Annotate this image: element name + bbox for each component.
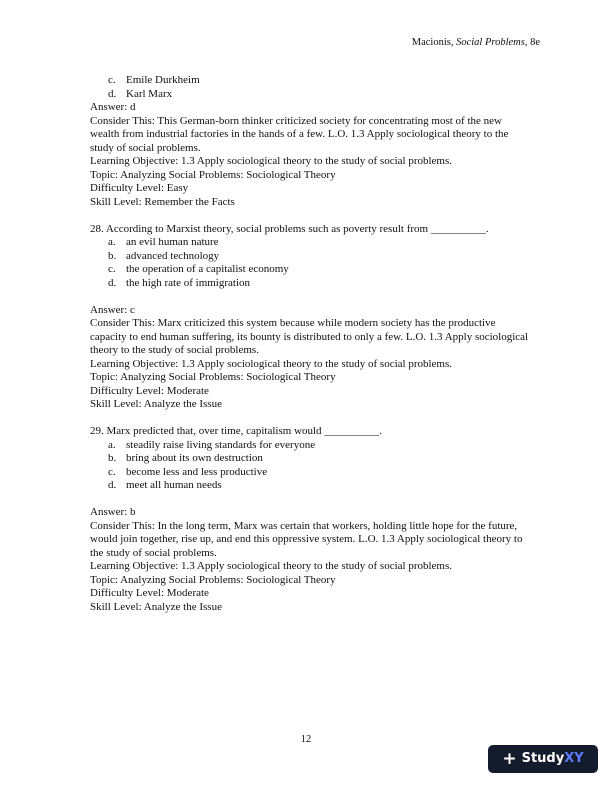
topic-line: Topic: Analyzing Social Problems: Sociological Theory (90, 573, 336, 586)
option-text: meet all human needs (126, 479, 222, 491)
option-letter: a. (108, 438, 116, 451)
spacer (90, 290, 530, 304)
option-letter: b. (108, 452, 117, 464)
option-text: become less and less productive (126, 465, 268, 478)
option-letter: c. (108, 263, 116, 275)
topic-line: Topic: Analyzing Social Problems: Sociological Theory (90, 168, 336, 181)
learning-objective: Learning Objective: 1.3 Apply sociological theory to the study of social problems. (90, 357, 453, 370)
question-28 (90, 223, 530, 412)
spacer (90, 493, 530, 507)
spacer (90, 412, 530, 426)
option-c (90, 466, 530, 480)
option-d (90, 88, 530, 102)
consider-this: Consider This: Marx criticized this system because while modern society has the productive capacity to end human suffering, its bounty is distributed to only a few. L.O. 1.3 Apply sociological theory to the study of social problems. (90, 317, 529, 356)
skill-line: Skill Level: Remember the Facts (90, 195, 235, 208)
option-letter: d. (108, 479, 117, 491)
page-content (90, 74, 530, 614)
difficulty-line: Difficulty Level: Moderate (90, 384, 209, 397)
topic-line: Topic: Analyzing Social Problems: Sociological Theory (90, 371, 336, 383)
option-d (90, 277, 530, 291)
learning-objective: Learning Objective: 1.3 Apply sociological theory to the study of social problems. (90, 560, 453, 572)
option-a (90, 439, 530, 453)
header-book-title: Social Problems (456, 37, 525, 48)
difficulty-line: Difficulty Level: Moderate (90, 587, 209, 599)
option-text: Emile Durkheim (126, 74, 200, 86)
option-a (90, 236, 530, 250)
option-d (90, 479, 530, 493)
option-letter: d. (108, 87, 117, 100)
header-edition: , 8e (524, 37, 540, 48)
option-text: the operation of a capitalist economy (126, 263, 289, 275)
option-text: advanced technology (126, 249, 220, 262)
option-c (90, 74, 530, 88)
option-letter: c. (108, 74, 116, 86)
option-text: an evil human nature (126, 236, 219, 248)
option-b (90, 452, 530, 466)
option-letter: d. (108, 276, 117, 289)
spacer (90, 209, 530, 223)
option-text: the high rate of immigration (126, 276, 251, 289)
question-text: 29. Marx predicted that, over time, capitalism would __________. (90, 425, 383, 437)
page-number: 12 (300, 734, 312, 745)
header-author: Macionis, (411, 37, 457, 48)
skill-line: Skill Level: Analyze the Issue (90, 398, 222, 410)
logo-text-accent: XY (564, 751, 584, 767)
plus-icon: + (502, 748, 517, 769)
studyxy-logo-badge[interactable] (488, 745, 598, 773)
difficulty-line: Difficulty Level: Easy (90, 182, 189, 194)
answer-line: Answer: d (90, 101, 136, 113)
answer-line: Answer: b (90, 506, 136, 518)
learning-objective: Learning Objective: 1.3 Apply sociological theory to the study of social problems. (90, 155, 453, 167)
option-text: Karl Marx (126, 87, 173, 100)
running-header (412, 36, 540, 50)
skill-line: Skill Level: Analyze the Issue (90, 600, 222, 613)
consider-this: Consider This: This German-born thinker criticized society for concentrating most of the new wealth from industrial factories in the hands of a few. L.O. 1.3 Apply sociological theory to the study of social problems. (90, 114, 509, 154)
question-29 (90, 425, 530, 614)
option-letter: c. (108, 465, 116, 478)
option-letter: b. (108, 249, 117, 262)
option-b (90, 250, 530, 264)
question-27-tail (90, 74, 530, 209)
answer-line: Answer: c (90, 303, 135, 316)
consider-this: Consider This: In the long term, Marx was certain that workers, holding little hope for the future, would join together, rise up, and end this oppressive system. L.O. 1.3 Apply sociological theory to the study of social problems. (90, 519, 523, 559)
option-text: steadily raise living standards for everyone (126, 438, 316, 451)
logo-text-main: Study (521, 751, 565, 767)
option-text: bring about its own destruction (126, 452, 263, 464)
option-c (90, 263, 530, 277)
option-letter: a. (108, 236, 116, 248)
logo-text (522, 752, 584, 766)
question-text: 28. According to Marxist theory, social problems such as poverty result from __________. (90, 222, 489, 235)
